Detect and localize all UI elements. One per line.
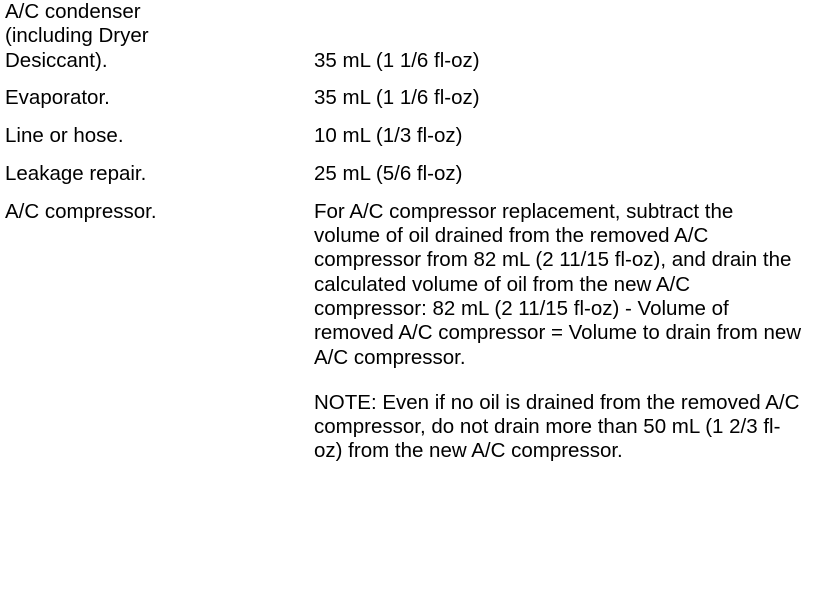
- table-row-line-hose: [5, 124, 810, 148]
- table-row-condenser: [5, 0, 810, 73]
- part-label-compressor: A/C compressor.: [5, 199, 157, 223]
- amount-condenser: 35 mL (1 1/6 fl-oz): [314, 48, 480, 72]
- table-row-evaporator: [5, 86, 810, 110]
- oil-amount-table: [5, 0, 810, 464]
- amount-leakage: 25 mL (5/6 fl-oz): [314, 161, 463, 185]
- amount-compressor: [314, 200, 804, 464]
- part-label-leakage: Leakage repair.: [5, 161, 147, 185]
- table-row-compressor: [5, 200, 810, 464]
- part-label-line-hose: Line or hose.: [5, 124, 124, 148]
- amount-line-hose: 10 mL (1/3 fl-oz): [314, 124, 463, 148]
- table-row-leakage: [5, 162, 810, 186]
- compressor-note: NOTE: Even if no oil is drained from the removed A/C compressor, do not drain more than 50 mL (1 2/3 fl-oz) from the new A/C compressor.: [314, 390, 800, 463]
- part-label-condenser: A/C condenser (including Dryer Desiccant).: [5, 0, 149, 72]
- amount-evaporator: 35 mL (1 1/6 fl-oz): [314, 86, 480, 110]
- part-label-evaporator: Evaporator.: [5, 86, 110, 110]
- compressor-instructions: For A/C compressor replacement, subtract the volume of oil drained from the removed A/C compressor from 82 mL (2 11/15 fl-oz), and drain the calculated volume of oil from the new A/C compressor: 82 mL (2 11/15 fl-oz) - Volume of removed A/C compressor = Volume to drain from new A/C compressor.: [314, 199, 802, 369]
